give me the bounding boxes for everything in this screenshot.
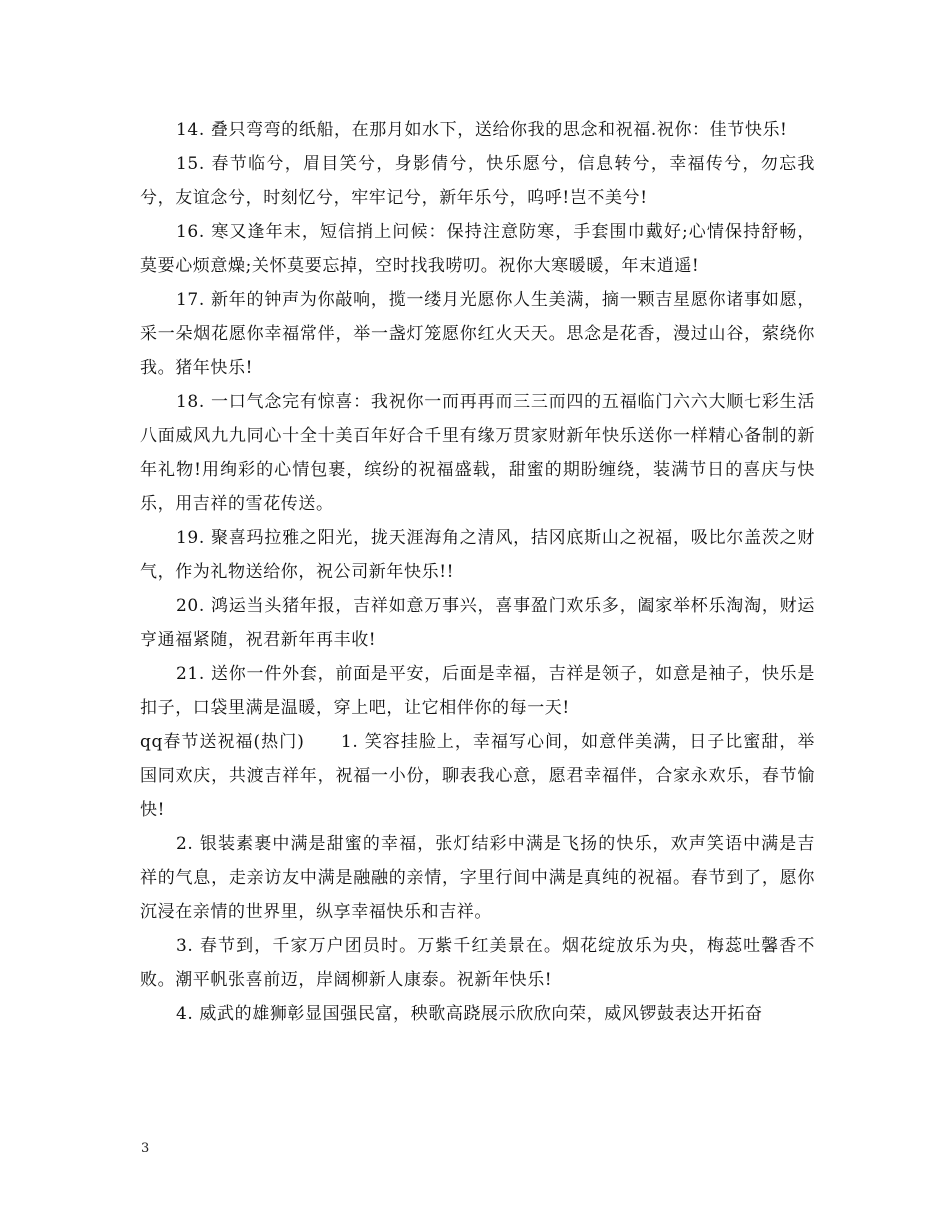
paragraph-20: 20. 鸿运当头猪年报，吉祥如意万事兴，喜事盈门欢乐多，阖家举杯乐淘淘，财运亨通福紧随，祝君新年再丰收!	[140, 596, 815, 650]
paragraph-17: 17. 新年的钟声为你敲响，揽一缕月光愿你人生美满，摘一颗吉星愿你诸事如愿，采一朵烟花愿你幸福常伴，举一盏灯笼愿你红火天天。思念是花香，漫过山谷，萦绕你我。猪年快乐!	[140, 290, 815, 378]
paragraph-2: 2. 银装素裹中满是甜蜜的幸福，张灯结彩中满是飞扬的快乐，欢声笑语中满是吉祥的气息，走亲访友中满是融融的亲情，字里行间中满是真纯的祝福。春节到了，愿你沉浸在亲情的世界里，纵享幸福快乐和吉祥。	[140, 834, 815, 922]
paragraph-14: 14. 叠只弯弯的纸船，在那月如水下，送给你我的思念和祝福.祝你：佳节快乐!	[176, 120, 788, 140]
paragraph-15: 15. 春节临兮，眉目笑兮，身影倩兮，快乐愿兮，信息转兮，幸福传兮，勿忘我兮，友谊念兮，时刻忆兮，牢牢记兮，新年乐兮，呜呼!岂不美兮!	[140, 154, 815, 208]
paragraph-21: 21. 送你一件外套，前面是平安，后面是幸福，吉祥是领子，如意是袖子，快乐是扣子，口袋里满是温暖，穿上吧，让它相伴你的每一天!	[140, 664, 815, 718]
paragraph-18: 18. 一口气念完有惊喜：我祝你一而再再而三三而四的五福临门六六大顺七彩生活八面威风九九同心十全十美百年好合千里有缘万贯家财新年快乐送你一样精心备制的新年礼物!用绚彩的心情包裹，缤纷的祝福盛载，甜蜜的期盼缠绕，装满节日的喜庆与快乐，用吉祥的雪花传送。	[140, 392, 815, 514]
document-body	[140, 113, 815, 1031]
paragraph-section-heading-1: qq春节送祝福(热门) 1. 笑容挂脸上，幸福写心间，如意伴美满，日子比蜜甜，举国同欢庆，共渡吉祥年，祝福一小份，聊表我心意，愿君幸福伴，合家永欢乐，春节愉快!	[140, 732, 815, 820]
paragraph-3: 3. 春节到，千家万户团员时。万紫千红美景在。烟花绽放乐为央，梅蕊吐馨香不败。潮平帆张喜前迈，岸阔柳新人康泰。祝新年快乐!	[140, 936, 815, 990]
page-number: 3	[141, 1141, 150, 1156]
paragraph-19: 19. 聚喜玛拉雅之阳光，拢天涯海角之清风，拮冈底斯山之祝福，吸比尔盖茨之财气，作为礼物送给你，祝公司新年快乐!!	[140, 528, 815, 582]
paragraph-16: 16. 寒又逢年末，短信捎上问候：保持注意防寒，手套围巾戴好;心情保持舒畅，莫要心烦意燥;关怀莫要忘掉，空时找我唠叨。祝你大寒暖暖，年末逍遥!	[140, 222, 815, 276]
paragraph-4: 4. 威武的雄狮彰显国强民富，秧歌高跷展示欣欣向荣，威风锣鼓表达开拓奋	[176, 1004, 763, 1024]
